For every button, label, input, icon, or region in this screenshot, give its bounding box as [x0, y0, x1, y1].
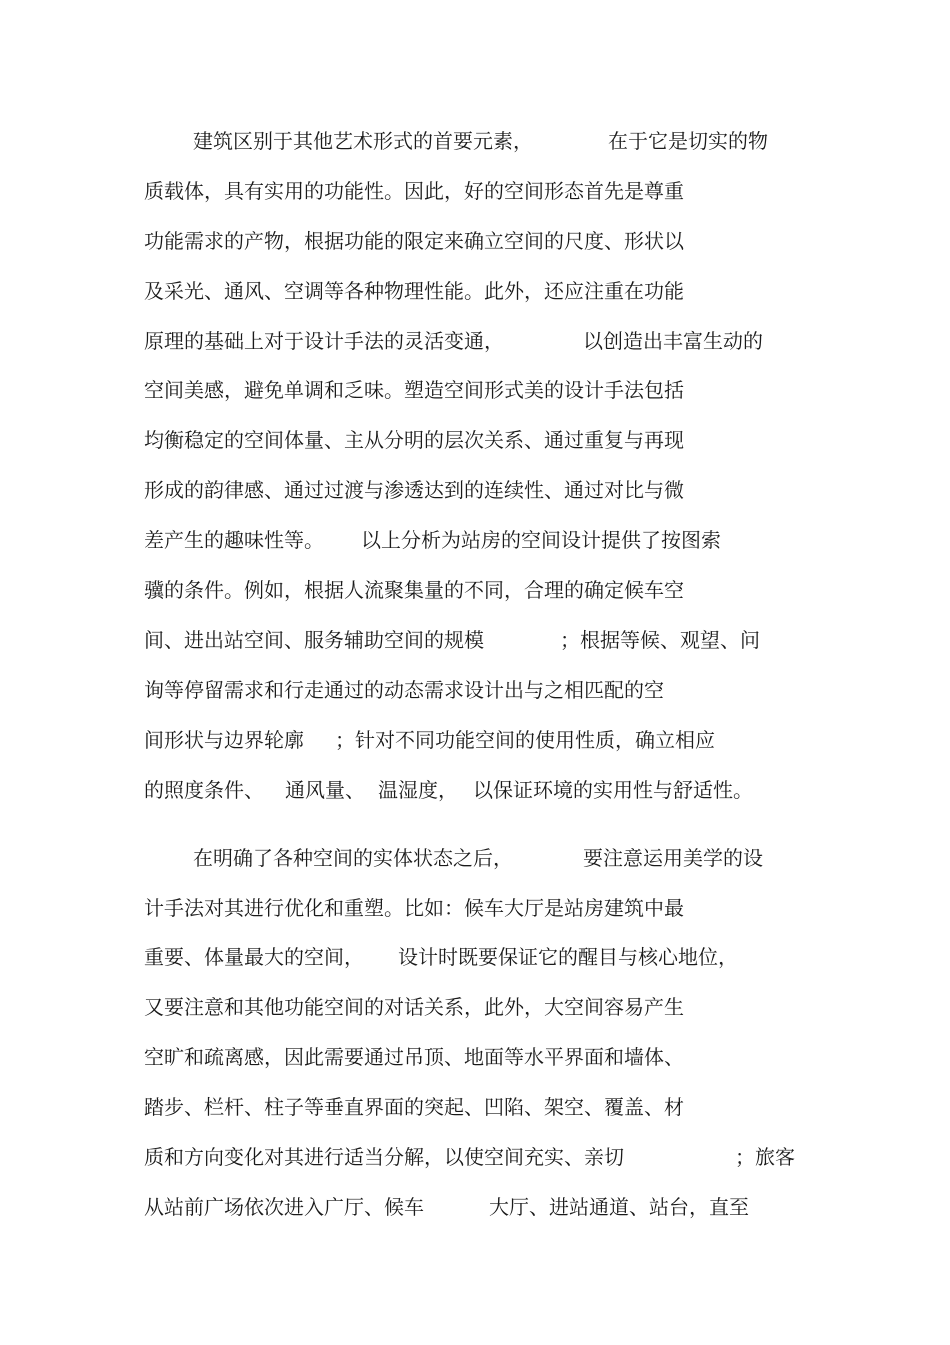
text-line — [0, 324, 763, 358]
text-line — [0, 1190, 749, 1224]
text-segment: 在于它是切实的物 — [608, 129, 768, 153]
text-segment: ；根据等候、观望、问 — [560, 628, 760, 652]
text-segment: 通风量、 — [285, 778, 365, 802]
text-line — [0, 473, 684, 507]
text-line — [0, 891, 684, 925]
text-line — [0, 1040, 684, 1074]
text-segment: 质载体，具有实用的功能性。因此，好的空间形态首先是尊重 — [144, 179, 684, 203]
text-line — [0, 990, 684, 1024]
text-segment: 以创造出丰富生动的 — [583, 329, 763, 353]
text-segment: ；针对不同功能空间的使用性质，确立相应 — [335, 728, 715, 752]
text-line — [0, 124, 768, 158]
text-line — [0, 224, 684, 258]
text-segment: 建筑区别于其他艺术形式的首要元素， — [193, 129, 533, 153]
text-segment: 以保证环境的实用性与舒适性。 — [473, 778, 753, 802]
text-segment: 设计时既要保证它的醒目与核心地位， — [398, 945, 738, 969]
text-segment: 以上分析为站房的空间设计提供了按图索 — [361, 528, 721, 552]
text-segment: 功能需求的产物，根据功能的限定来确立空间的尺度、形状以 — [144, 229, 684, 253]
text-line — [0, 523, 721, 557]
text-segment: 要注意运用美学的设 — [583, 846, 763, 870]
text-segment: 及采光、通风、空调等各种物理性能。此外，还应注重在功能 — [144, 279, 684, 303]
text-line — [0, 274, 684, 308]
text-segment: 的照度条件、 — [144, 778, 264, 802]
text-segment: 形成的韵律感、通过过渡与渗透达到的连续性、通过对比与微 — [144, 478, 684, 502]
text-segment: 踏步、栏杆、柱子等垂直界面的突起、凹陷、架空、覆盖、材 — [144, 1095, 684, 1119]
text-line — [0, 373, 684, 407]
text-line — [0, 623, 760, 657]
text-segment: 计手法对其进行优化和重塑。比如：候车大厅是站房建筑中最 — [144, 896, 684, 920]
text-line — [0, 573, 684, 607]
text-segment: 间形状与边界轮廓 — [144, 728, 304, 752]
text-segment: 大厅、进站通道、站台，直至 — [489, 1195, 749, 1219]
text-segment: 从站前广场依次进入广厅、候车 — [144, 1195, 424, 1219]
text-segment: 在明确了各种空间的实体状态之后， — [193, 846, 513, 870]
text-segment: 均衡稳定的空间体量、主从分明的层次关系、通过重复与再现 — [144, 428, 684, 452]
text-segment: 原理的基础上对于设计手法的灵活变通， — [144, 329, 504, 353]
text-segment: 质和方向变化对其进行适当分解，以使空间充实、亲切 — [144, 1145, 624, 1169]
text-line — [0, 1140, 795, 1174]
text-segment: 重要、体量最大的空间， — [144, 945, 364, 969]
text-segment: 空间美感，避免单调和乏味。塑造空间形式美的设计手法包括 — [144, 378, 684, 402]
text-line — [0, 1090, 684, 1124]
text-segment: ；旅客 — [735, 1145, 795, 1169]
text-segment: 询等停留需求和行走通过的动态需求设计出与之相匹配的空 — [144, 678, 664, 702]
text-line — [0, 423, 684, 457]
text-line — [0, 841, 763, 875]
text-segment: 又要注意和其他功能空间的对话关系，此外，大空间容易产生 — [144, 995, 684, 1019]
text-segment: 间、进出站空间、服务辅助空间的规模 — [144, 628, 484, 652]
text-line — [0, 723, 715, 757]
text-line — [0, 174, 684, 208]
text-segment: 空旷和疏离感，因此需要通过吊顶、地面等水平界面和墙体、 — [144, 1045, 684, 1069]
text-line — [0, 940, 738, 974]
text-segment: 差产生的趣味性等。 — [144, 528, 324, 552]
text-line — [0, 773, 753, 807]
text-segment: 骥的条件。例如，根据人流聚集量的不同，合理的确定候车空 — [144, 578, 684, 602]
text-line — [0, 673, 664, 707]
text-segment: 温湿度， — [378, 778, 458, 802]
